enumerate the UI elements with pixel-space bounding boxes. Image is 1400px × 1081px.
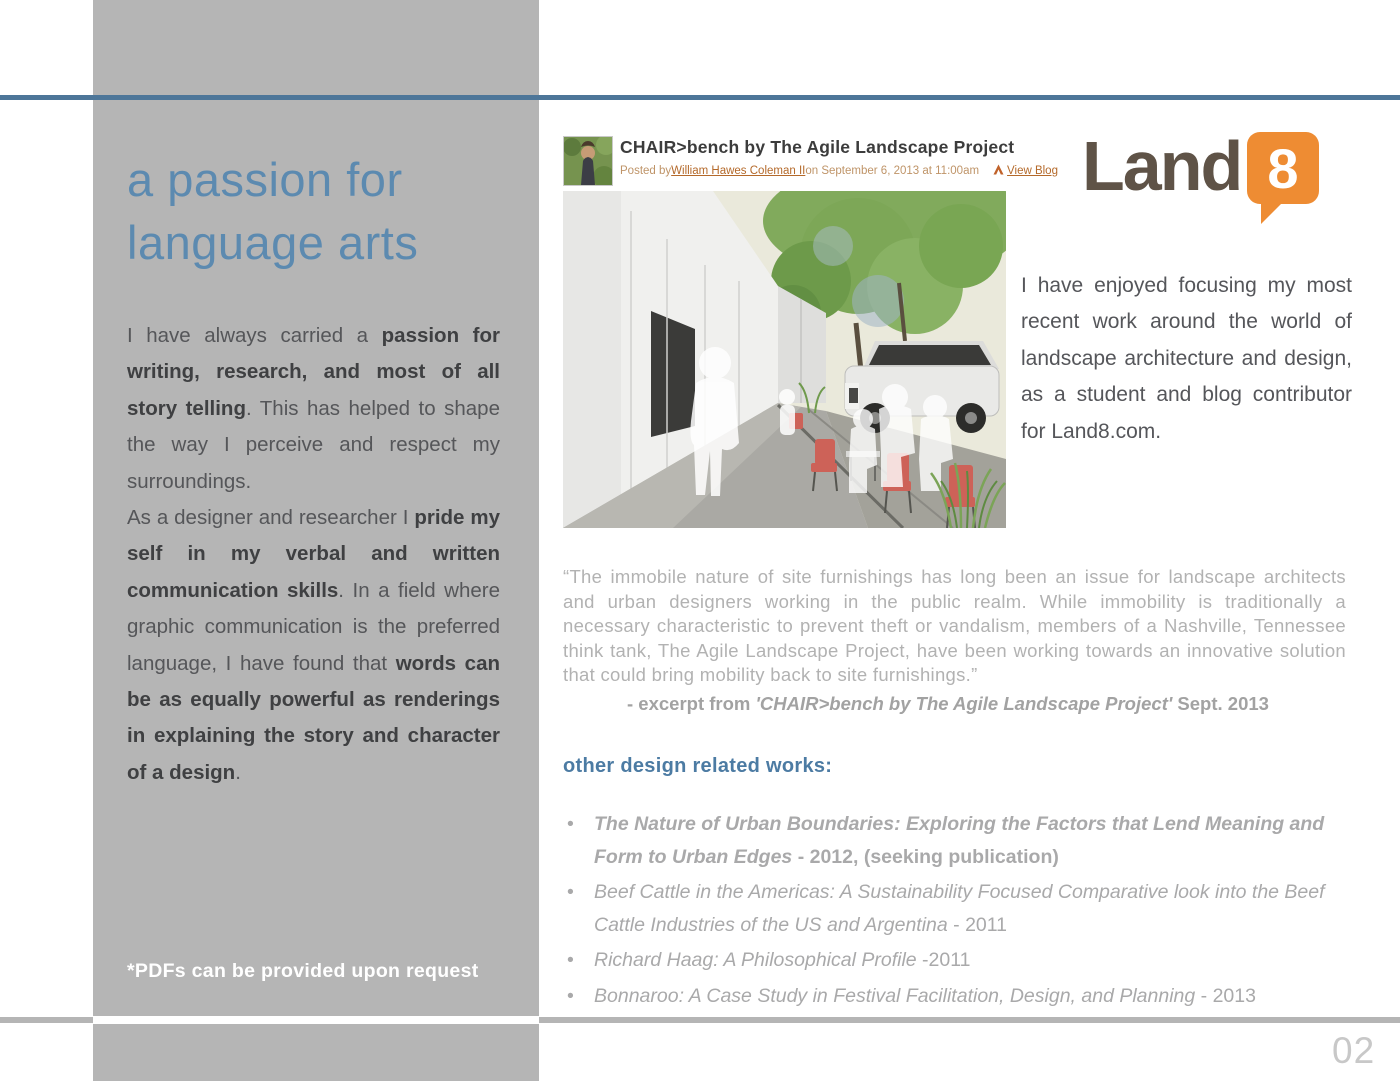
page-number: 02 xyxy=(1332,1030,1376,1071)
bottom-gray-rule-left xyxy=(0,1017,93,1023)
other-works-heading: other design related works: xyxy=(563,755,833,777)
posted-by-label: Posted by xyxy=(620,165,672,177)
page-title xyxy=(127,148,527,274)
bottom-gray-rule-right xyxy=(539,1017,1400,1023)
land8-logo xyxy=(1082,128,1372,233)
blog-head-text xyxy=(620,136,1058,188)
blog-byline xyxy=(620,164,1058,178)
left-gray-column-bottom xyxy=(93,1024,539,1081)
view-blog-link[interactable]: View Blog xyxy=(1007,165,1058,177)
work-item-2: • Beef Cattle in the Americas: A Sustainability Focused Comparative look into the Beef Cattle Industries of the US and Argentina - 2011 xyxy=(563,876,1353,941)
blog-post-image xyxy=(563,191,1006,528)
page-title-line1: a passion for xyxy=(127,153,403,206)
work-item-3: • Richard Haag: A Philosophical Profile -2011 xyxy=(563,944,1353,977)
blog-excerpt-quote: “The immobile nature of site furnishings has long been an issue for landscape architects and urban designers working in the public realm. While immobility is traditionally a necessary characteristic to prevent theft or vandalism, members of a Nashville, Tennessee think tank, The Agile Landscape Project, have been working towards an innovative solution that could bring mobility back to site furnishings.” xyxy=(563,566,1346,686)
intro-paragraph: I have enjoyed focusing my most recent work around the world of landscape architecture and design, as a student and blog contributor for Land8.com. xyxy=(1021,274,1352,443)
work-item-1: • The Nature of Urban Boundaries: Exploring the Factors that Lend Meaning and Form to Urban Edges - 2012, (seeking publication) xyxy=(563,808,1353,873)
top-blue-rule xyxy=(0,95,1400,100)
left-paragraph-1: I have always carried a passion for writing, research, and most of all story telling. This has helped to shape the way I perceive and respect my surroundings. xyxy=(127,324,500,493)
land8-badge-icon xyxy=(1245,130,1321,231)
quote-attribution: - excerpt from 'CHAIR>bench by The Agile Landscape Project' Sept. 2013 xyxy=(627,693,1269,714)
work-item-4: • Bonnaroo: A Case Study in Festival Facilitation, Design, and Planning - 2013 xyxy=(563,980,1353,1013)
blog-post-title: CHAIR>bench by The Agile Landscape Project xyxy=(620,137,1015,157)
land8-wordmark: Land xyxy=(1082,127,1242,205)
page-title-line2: language arts xyxy=(127,216,419,269)
pdf-footnote: *PDFs can be provided upon request xyxy=(127,960,479,982)
streetscape-rendering xyxy=(563,191,1006,528)
posted-date-label: on September 6, 2013 at 11:00am xyxy=(805,165,980,177)
view-blog-icon xyxy=(993,164,1004,178)
left-body-text xyxy=(127,318,500,791)
left-paragraph-2: As a designer and researcher I pride my self in my verbal and written communication skills. In a field where graphic communication is the preferred language, I have found that words can be as equally powerful as renderings in explaining the story and character of a design. xyxy=(127,506,500,784)
author-avatar xyxy=(563,136,613,186)
author-link[interactable]: William Hawes Coleman II xyxy=(671,165,806,177)
land8-badge-number: 8 xyxy=(1267,137,1299,200)
other-works-list xyxy=(563,808,1353,1015)
